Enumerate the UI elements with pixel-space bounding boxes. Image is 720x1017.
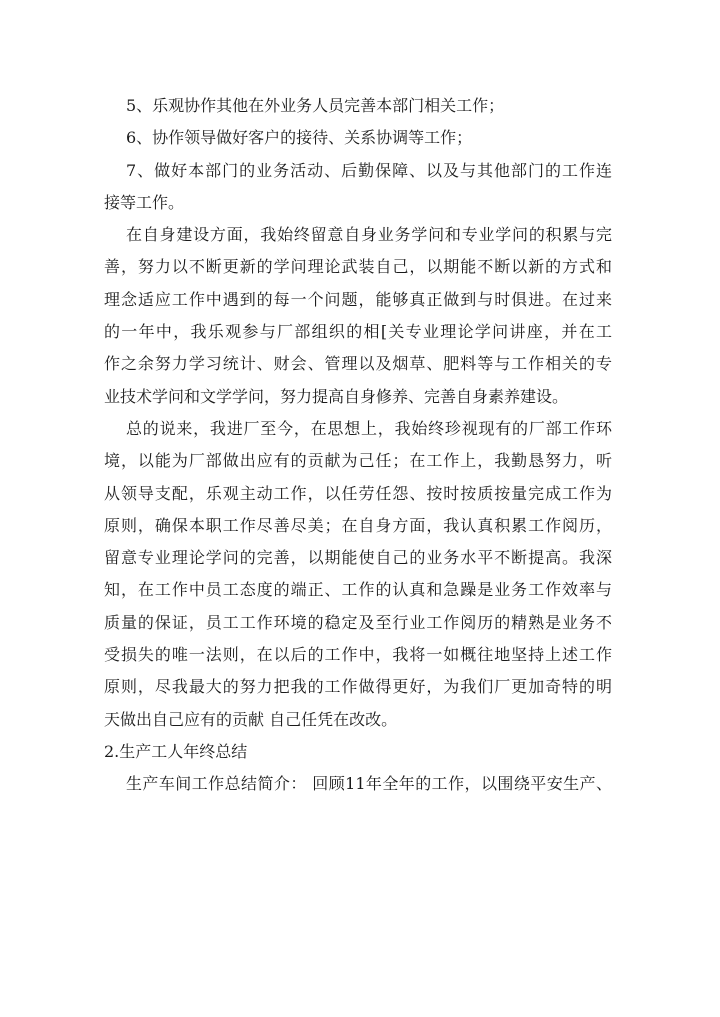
text-line: 业技术学问和文学学问，努力提高自身修养、完善自身素养建设。: [104, 386, 569, 406]
text-line: 知，在工作中员工态度的端正、工作的认真和急躁是业务工作效率与: [104, 580, 612, 600]
text-line: 质量的保证，员工工作环境的稳定及至行业工作阅历的精熟是业务不: [104, 612, 612, 632]
text-line: 在自身建设方面，我始终留意自身业务学问和专业学问的积累与完: [126, 225, 612, 245]
text-line: 理念适应工作中遇到的每一个问题，能够真正做到与时俱进。在过来: [104, 289, 612, 309]
text-line: 受损失的唯一法则，在以后的工作中，我将一如概往地坚持上述工作: [104, 645, 612, 665]
text-line: 从领导支配，乐观主动工作，以任劳任怨、按时按质按量完成工作为: [104, 483, 612, 503]
text-line: 天做出自己应有的贡献 自己任凭在改改。: [104, 709, 398, 729]
text-line: 7、做好本部门的业务活动、后勤保障、以及与其他部门的工作连: [126, 160, 612, 180]
text-line: 境，以能为厂部做出应有的贡献为己任；在工作上，我勤恳努力，听: [104, 451, 612, 471]
text-line: 接等工作。: [104, 192, 185, 212]
text-line: 2.生产工人年终总结: [104, 741, 248, 761]
text-line: 6、协作领导做好客户的接待、关系协调等工作；: [126, 128, 473, 148]
text-line: 留意专业理论学问的完善，以期能使自己的业务水平不断提高。我深: [104, 548, 612, 568]
text-line: 生产车间工作总结简介： 回顾11年全年的工作，以围绕平安生产、: [126, 774, 612, 794]
text-line: 善，努力以不断更新的学问理论武装自己，以期能不断以新的方式和: [104, 257, 612, 277]
text-line: 原则，确保本职工作尽善尽美；在自身方面，我认真积累工作阅历，: [104, 515, 612, 535]
text-line: 的一年中，我乐观参与厂部组织的相[关专业理论学问讲座，并在工: [104, 322, 612, 342]
text-line: 原则，尽我最大的努力把我的工作做得更好，为我们厂更加奇特的明: [104, 677, 612, 697]
text-line: 总的说来，我进厂至今，在思想上，我始终珍视现有的厂部工作环: [126, 418, 612, 438]
text-line: 作之余努力学习统计、财会、管理以及烟草、肥料等与工作相关的专: [104, 354, 612, 374]
text-line: 5、乐观协作其他在外业务人员完善本部门相关工作；: [126, 96, 505, 115]
document-body: [104, 90, 612, 801]
